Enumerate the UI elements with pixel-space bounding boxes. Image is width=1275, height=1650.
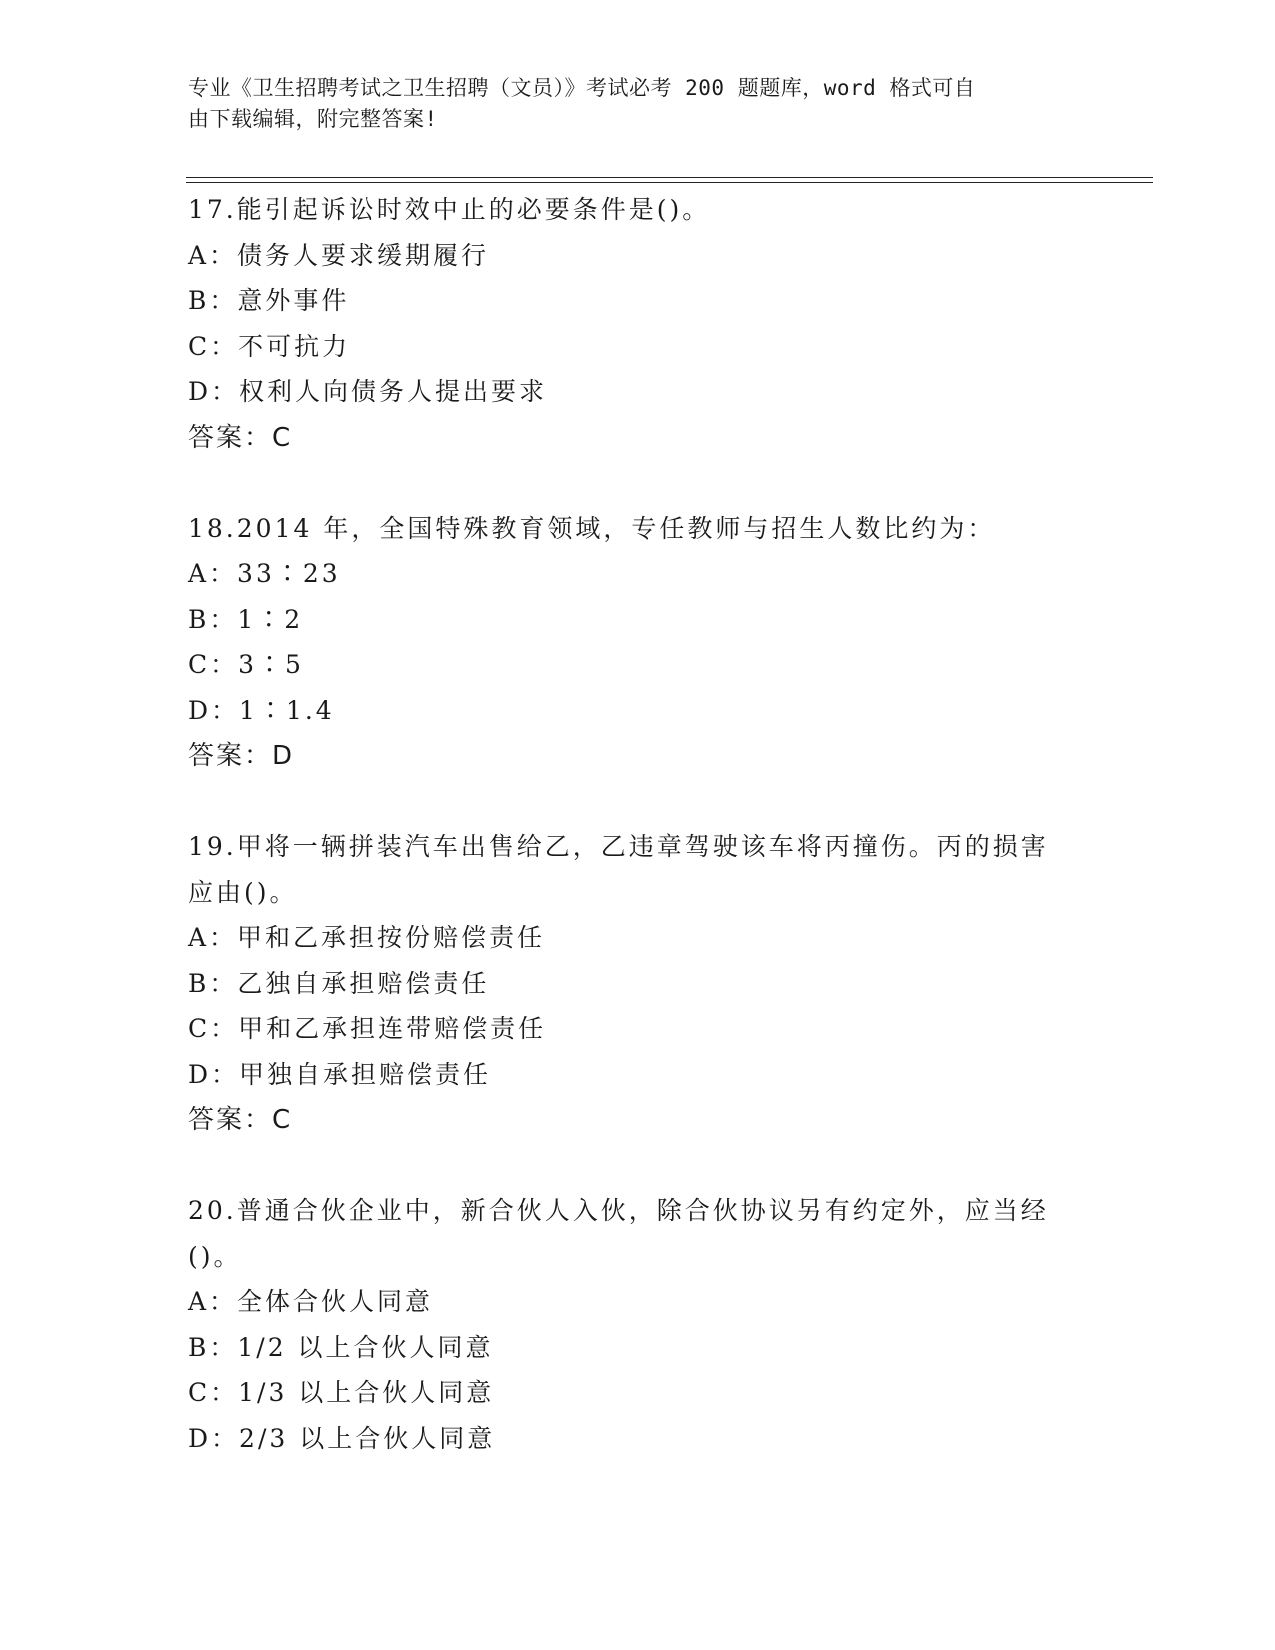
- option-b: B：1/2 以上合伙人同意: [188, 1332, 494, 1362]
- option-c: C：3∶5: [188, 650, 304, 679]
- question-stem: 17.能引起诉讼时效中止的必要条件是()。: [188, 195, 711, 224]
- question-stem-line-1: 19.甲将一辆拼装汽车出售给乙，乙违章驾驶该车将丙撞伤。丙的损害: [188, 832, 1049, 861]
- option-d: D：2/3 以上合伙人同意: [188, 1423, 496, 1453]
- question-19: [188, 824, 1088, 1143]
- question-stem-line-2: ()。: [188, 1241, 242, 1271]
- question-list: [188, 187, 1088, 1506]
- option-d: D：甲独自承担赔偿责任: [188, 1059, 492, 1089]
- header-line-2: 由下载编辑，附完整答案!: [188, 107, 438, 131]
- option-d: D：权利人向债务人提出要求: [188, 377, 548, 406]
- option-d: D：1∶1.4: [188, 695, 335, 725]
- answer-line: 答案：D: [188, 741, 295, 771]
- answer-line: 答案：C: [188, 422, 293, 453]
- option-c: C：1/3 以上合伙人同意: [188, 1378, 495, 1407]
- question-stem-line-1: 20.普通合伙企业中，新合伙人入伙，除合伙协议另有约定外，应当经: [188, 1196, 1049, 1225]
- question-stem: 18.2014 年，全国特殊教育领域，专任教师与招生人数比约为：: [188, 513, 996, 543]
- option-c: C：甲和乙承担连带赔偿责任: [188, 1014, 547, 1043]
- option-b: B：1∶2: [188, 604, 304, 634]
- option-a: A：债务人要求缓期履行: [188, 240, 490, 270]
- option-a: A：全体合伙人同意: [188, 1287, 434, 1316]
- question-20: [188, 1188, 1088, 1461]
- answer-line: 答案：C: [188, 1105, 293, 1135]
- option-a: A：33∶23: [188, 559, 341, 588]
- option-b: B：意外事件: [188, 286, 350, 315]
- question-stem-line-2: 应由()。: [188, 877, 298, 907]
- option-a: A：甲和乙承担按份赔偿责任: [188, 923, 546, 952]
- header-divider-bottom: [186, 182, 1153, 183]
- header-line-1: 专业《卫生招聘考试之卫生招聘（文员）》考试必考 200 题题库，word 格式可自: [188, 76, 976, 100]
- question-18: [188, 506, 1088, 780]
- option-c: C：不可抗力: [188, 331, 351, 361]
- document-header: [188, 73, 1088, 135]
- header-divider-top: [186, 177, 1153, 178]
- option-b: B：乙独自承担赔偿责任: [188, 968, 490, 998]
- question-17: [188, 187, 1088, 461]
